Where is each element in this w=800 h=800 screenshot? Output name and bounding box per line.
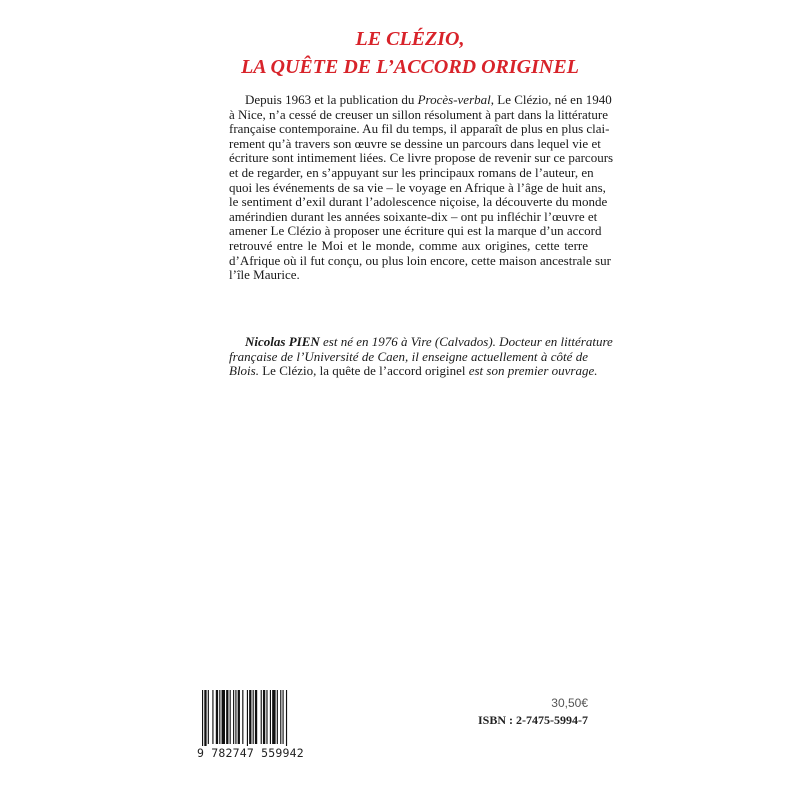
text-line bbox=[229, 334, 613, 350]
barcode-bar bbox=[233, 690, 234, 744]
text-line bbox=[229, 268, 588, 283]
barcode-digits: 9 782747 559942 bbox=[197, 746, 304, 760]
price: 30,50€ bbox=[551, 696, 588, 710]
barcode-bar bbox=[219, 690, 220, 744]
text-segment: amérindien durant les années soixante-dix – ont pu infléchir l’œuvre et bbox=[229, 208, 598, 224]
text-segment: est né en 1976 à Vire (Calvados). Docteur en littérature bbox=[319, 334, 613, 349]
barcode-bar bbox=[235, 690, 236, 744]
text-segment: , Le Clézio, né en 1940 bbox=[490, 92, 612, 107]
text-line bbox=[229, 135, 601, 152]
barcode-bar bbox=[255, 690, 257, 744]
text-segment: Nicolas PIEN bbox=[245, 334, 320, 349]
isbn: ISBN : 2-7475-5994-7 bbox=[478, 713, 588, 727]
text-line bbox=[229, 92, 612, 108]
barcode-bar bbox=[242, 690, 243, 744]
barcode-bar bbox=[204, 690, 206, 746]
text-segment: rement qu’à travers son œuvre se dessine un parcours dans lequel vie et bbox=[229, 135, 601, 151]
summary-text bbox=[229, 92, 614, 283]
text-line bbox=[229, 363, 598, 379]
text-segment: d’Afrique où il fut conçu, ou plus loin encore, cette maison ancestrale sur bbox=[229, 252, 611, 268]
text-segment: française de l’Université de Caen, il enseigne actuellement à côté de bbox=[229, 348, 588, 364]
barcode-bar bbox=[253, 690, 254, 744]
text-segment: le sentiment d’exil durant l’adolescence niçoise, la découverte du monde bbox=[229, 194, 608, 210]
text-segment: écriture sont intimement liées. Ce livre propose de revenir sur ce parcours bbox=[229, 150, 614, 166]
barcode-bar bbox=[202, 690, 203, 746]
text-line bbox=[229, 106, 609, 123]
barcode-bar bbox=[270, 690, 271, 744]
barcode-bar bbox=[212, 690, 213, 744]
barcode-bar bbox=[247, 690, 248, 746]
barcode-bar bbox=[208, 690, 209, 744]
barcode-bar bbox=[226, 690, 228, 744]
text-line bbox=[229, 164, 594, 181]
text-segment: Depuis 1963 et la publication du bbox=[245, 92, 418, 107]
barcode-bar bbox=[261, 690, 262, 744]
text-line bbox=[229, 350, 588, 365]
barcode-bar bbox=[280, 690, 281, 744]
text-line bbox=[229, 121, 610, 137]
barcode-bar bbox=[277, 690, 278, 744]
barcode-bar bbox=[272, 690, 275, 744]
barcode-bar bbox=[286, 690, 287, 746]
text-line bbox=[229, 223, 602, 239]
barcode-bar bbox=[222, 690, 225, 744]
text-segment: quoi les événements de sa vie – le voyage en Afrique à l’âge de huit ans, bbox=[229, 179, 606, 195]
text-line bbox=[229, 208, 598, 225]
barcode-bar bbox=[216, 690, 218, 744]
text-line bbox=[229, 194, 608, 210]
book-title-line-1: LE CLÉZIO, bbox=[355, 28, 465, 50]
book-title-line-2: LA QUÊTE DE L’ACCORD ORIGINEL bbox=[241, 56, 579, 78]
text-segment: Le Clézio, la quête de l’accord originel bbox=[258, 363, 469, 379]
barcode-bar bbox=[230, 690, 231, 744]
text-segment: Blois. bbox=[229, 363, 259, 379]
barcode bbox=[200, 690, 326, 746]
barcode-bar bbox=[266, 690, 267, 744]
text-line bbox=[229, 150, 614, 166]
text-segment: est son premier ouvrage. bbox=[468, 363, 598, 379]
author-bio bbox=[229, 334, 613, 379]
barcode-bar bbox=[283, 690, 284, 744]
text-segment: retrouvé entre le Moi et le monde, comme aux origines, cette terre bbox=[229, 237, 588, 253]
text-line bbox=[229, 239, 588, 254]
barcode-bar bbox=[249, 690, 251, 744]
barcode-bar bbox=[263, 690, 265, 744]
text-segment: et de regarder, en s’appuyant sur les principaux romans de l’auteur, en bbox=[229, 164, 594, 180]
text-segment: amener Le Clézio à proposer une écriture qui est la marque d’un accord bbox=[229, 223, 602, 239]
text-segment: à Nice, n’a cessé de creuser un sillon résolument à part dans la littérature bbox=[229, 106, 609, 122]
text-line bbox=[229, 179, 606, 196]
text-segment: française contemporaine. Au fil du temps, il apparaît de plus en plus clai- bbox=[229, 121, 610, 137]
barcode-bar bbox=[238, 690, 240, 744]
text-line bbox=[229, 252, 611, 269]
text-segment: Procès-verbal bbox=[417, 92, 491, 107]
text-segment: l’île Maurice. bbox=[229, 267, 300, 283]
